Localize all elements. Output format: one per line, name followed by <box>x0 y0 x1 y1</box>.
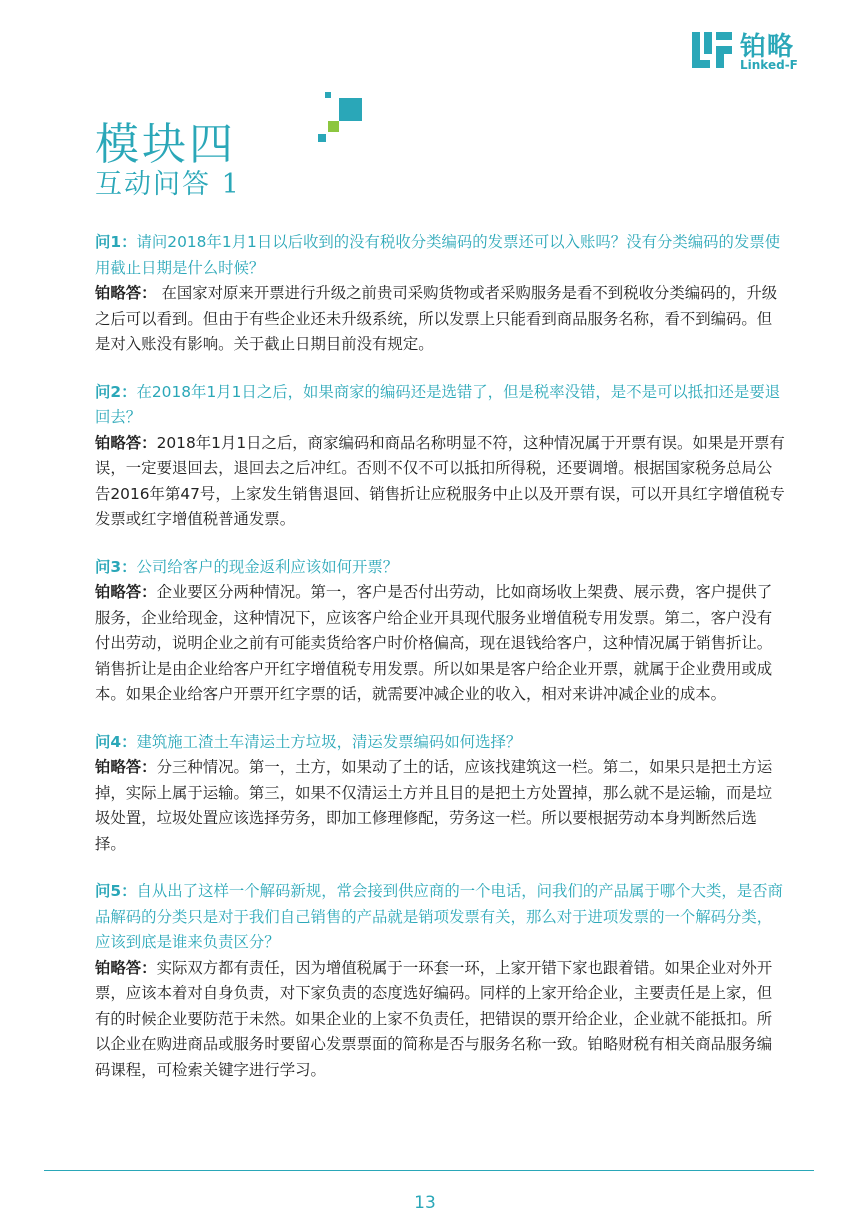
qa-list <box>95 230 785 1105</box>
answer-label: 铂略答： <box>95 284 157 302</box>
answer-label: 铂略答： <box>95 958 157 977</box>
question-label: 问4： <box>95 732 137 751</box>
page-subtitle: 互动问答 1 <box>95 169 241 200</box>
qa-item-5 <box>95 879 785 1083</box>
answer <box>95 281 785 358</box>
brand-name-en: Linked-F <box>740 58 798 72</box>
answer-label: 铂略答： <box>95 433 157 452</box>
question-label: 问3： <box>95 557 137 576</box>
answer <box>95 431 785 533</box>
page-title: 模块四 <box>95 119 236 170</box>
linked-f-logo-icon <box>692 30 732 70</box>
question <box>95 730 785 756</box>
question-text: 自从出了这样一个解码新规，常会接到供应商的一个电话，问我们的产品属于哪个大类，是否商品解码的分类只是对于我们自己销售的产品就是销项发票有关，那么对于进项发票的一个解码分类，应该到底是谁来负责区分？ <box>95 882 783 951</box>
answer-label: 铂略答： <box>95 758 157 776</box>
question-label: 问5： <box>95 882 137 900</box>
answer-text: 在国家对原来开票进行升级之前贵司采购货物或者采购服务是看不到税收分类编码的，升级之后可以看到。但由于有些企业还未升级系统，所以发票上只能看到商品服务名称，看不到编码。但是对入账没有影响。关于截止日期目前没有规定。 <box>95 284 778 353</box>
answer-text: 2018年1月1日之后，商家编码和商品名称明显不符，这种情况属于开票有误。如果是开票有误，一定要退回去，退回去之后冲红。否则不仅不可以抵扣所得税，还要调增。根据国家税务总局公告2016年第47号，上家发生销售退回、销售折让应税服务中止以及开票有误，可以开具红字增值税专发票或红字增值税普通发票。 <box>95 433 785 528</box>
qa-item-3 <box>95 555 785 708</box>
question-text: 在2018年1月1日之后，如果商家的编码还是选错了，但是税率没错，是不是可以抵扣还是要退回去？ <box>95 382 781 426</box>
decorative-squares-icon <box>310 88 370 148</box>
question <box>95 555 785 581</box>
page-number: 13 <box>414 1193 436 1213</box>
answer-text: 分三种情况。第一，土方，如果动了土的话，应该找建筑这一栏。第二，如果只是把土方运掉，实际上属于运输。第三，如果不仅清运土方并且目的是把土方处置掉，那么就不是运输，而是垃圾处置，垃圾处置应该选择劳务，即加工修理修配，劳务这一栏。所以要根据劳动本身判断然后选择。 <box>95 758 773 853</box>
question-text: 公司给客户的现金返利应该如何开票？ <box>136 557 399 576</box>
brand-logo <box>692 26 812 74</box>
question <box>95 380 785 431</box>
question-label: 问1： <box>95 233 137 251</box>
question <box>95 879 785 956</box>
qa-item-2 <box>95 380 785 533</box>
answer-text: 实际双方都有责任，因为增值税属于一环套一环，上家开错下家也跟着错。如果企业对外开票，应该本着对自身负责，对下家负责的态度选好编码。同样的上家开给企业，主要责任是上家，但有的时候企业要防范于未然。如果企业的上家不负责任，把错误的票开给企业，企业就不能抵扣。所以企业在购进商品或服务时要留心发票票面的简称是否与服务名称一致。铂略财税有相关商品服务编码课程，可检索关键字进行学习。 <box>95 958 773 1079</box>
question-text: 请问2018年1月1日以后收到的没有税收分类编码的发票还可以入账吗？没有分类编码的发票使用截止日期是什么时候？ <box>95 233 781 277</box>
footer-divider <box>44 1170 814 1171</box>
answer-label: 铂略答： <box>95 583 157 601</box>
answer <box>95 580 785 708</box>
qa-item-1 <box>95 230 785 358</box>
answer <box>95 956 785 1084</box>
brand-name-cn: 铂略 <box>740 32 795 62</box>
qa-item-4 <box>95 730 785 858</box>
answer <box>95 755 785 857</box>
question-label: 问2： <box>95 382 137 401</box>
question <box>95 230 785 281</box>
answer-text: 企业要区分两种情况。第一，客户是否付出劳动，比如商场收上架费、展示费，客户提供了服务，企业给现金，这种情况下，应该客户给企业开具现代服务业增值税专用发票。第二，客户没有付出劳动，说明企业之前有可能卖货给客户时价格偏高，现在退钱给客户，这种情况属于销售折让。销售折让是由企业给客户开红字增值税专用发票。所以如果是客户给企业开票，就属于企业费用或成本。如果企业给客户开票开红字票的话，就需要冲减企业的收入，相对来讲冲减企业的成本。 <box>95 583 773 703</box>
question-text: 建筑施工渣土车清运土方垃圾，清运发票编码如何选择？ <box>136 732 522 751</box>
